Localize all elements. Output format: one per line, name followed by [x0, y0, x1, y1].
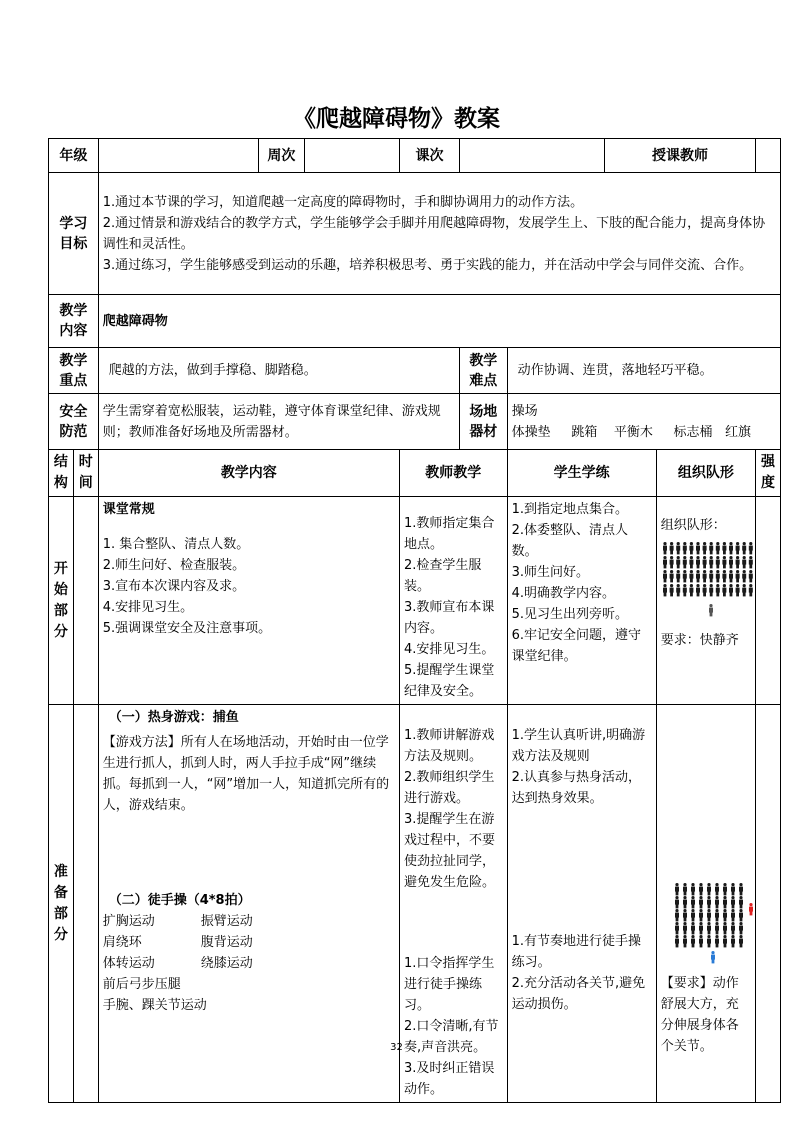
- student-figure-icon: [683, 883, 687, 895]
- start-content: [98, 497, 399, 705]
- prep-section-label: 准备部分: [49, 705, 74, 1103]
- game-teacher-item: 1.教师讲解游戏方法及规则。: [403, 728, 495, 764]
- col-structure: 结构: [49, 450, 74, 497]
- start-section-label: 开始部分: [49, 497, 74, 705]
- student-figure-icon: [707, 909, 711, 921]
- venue: 操场: [511, 403, 538, 419]
- exercise-item: 绕膝运动: [200, 956, 253, 971]
- student-figure-icon: [663, 570, 667, 582]
- student-figure-icon: [723, 896, 727, 908]
- keypoint-value: 爬越的方法，做到手撑稳、脚踏稳。: [98, 348, 459, 394]
- student-figure-icon: [675, 935, 679, 947]
- formation-diagram: [661, 540, 756, 626]
- teacher-figure-icon: [749, 903, 753, 915]
- exercise-student-item: 2.充分活动各关节,避免运动损伤。: [511, 976, 646, 1012]
- student-figure-icon: [742, 584, 746, 596]
- difficulty-value: 动作协调、连贯，落地轻巧平稳。: [507, 348, 780, 394]
- student-figure-icon: [735, 584, 739, 596]
- student-figure-icon: [723, 883, 727, 895]
- teacher-label: 授课教师: [604, 139, 755, 173]
- student-figure-icon: [699, 896, 703, 908]
- student-figure-icon: [663, 584, 667, 596]
- student-figure-icon: [715, 922, 719, 934]
- student-figure-icon: [731, 909, 735, 921]
- equipment-item: 体操垫: [511, 424, 551, 440]
- student-figure-icon: [683, 556, 687, 568]
- exercise-student-item: 1.有节奏地进行徒手操练习。: [511, 934, 642, 970]
- student-figure-icon: [735, 570, 739, 582]
- content-value: 爬越障碍物: [98, 295, 780, 348]
- student-figure-icon: [731, 883, 735, 895]
- student-figure-icon: [731, 896, 735, 908]
- student-figure-icon: [691, 935, 695, 947]
- student-figure-icon: [749, 556, 753, 568]
- student-figure-icon: [699, 883, 703, 895]
- start-student-item: 3.师生问好。: [511, 565, 590, 580]
- student-figure-icon: [683, 542, 687, 554]
- student-figure-icon: [722, 556, 726, 568]
- prep-requirement: 【要求】动作舒展大方，充分伸展身体各个关节。: [660, 976, 739, 1054]
- game-method: 【游戏方法】所有人在场地活动，开始时由一位学生进行抓人，抓到人时，两人手拉手成“网”继续抓。每抓到一人，“网”增加一人，知道抓完所有的人，游戏结束。: [102, 735, 390, 813]
- equipment-item: 平衡木: [613, 424, 653, 440]
- student-figure-icon: [699, 922, 703, 934]
- student-figure-icon: [691, 922, 695, 934]
- student-figure-icon: [689, 542, 693, 554]
- student-figure-icon: [742, 542, 746, 554]
- student-figure-icon: [696, 556, 700, 568]
- student-figure-icon: [716, 570, 720, 582]
- student-figure-icon: [722, 542, 726, 554]
- game-student-item: 2.认真参与热身活动，达到热身效果。: [511, 770, 642, 806]
- student-figure-icon: [742, 556, 746, 568]
- student-figure-icon: [722, 584, 726, 596]
- student-figure-icon: [676, 542, 680, 554]
- student-figure-icon: [707, 883, 711, 895]
- start-teacher-item: 5.提醒学生课堂纪律及安全。: [403, 663, 495, 699]
- student-figure-icon: [707, 896, 711, 908]
- student-figure-icon: [683, 570, 687, 582]
- page-number: 32: [390, 1042, 403, 1053]
- exercise-title: （二）徒手操（4*8拍）: [108, 893, 251, 908]
- student-figure-icon: [742, 570, 746, 582]
- student-figure-icon: [715, 935, 719, 947]
- col-formation: 组织队形: [656, 450, 755, 497]
- game-teacher-item: 2.教师组织学生进行游戏。: [403, 770, 495, 806]
- start-teacher-item: 4.安排见习生。: [403, 642, 495, 657]
- student-figure-icon: [675, 922, 679, 934]
- week-value[interactable]: [304, 139, 399, 173]
- student-figure-icon: [702, 542, 706, 554]
- lesson-value[interactable]: [460, 139, 605, 173]
- start-student-item: 6.牢记安全问题，遵守课堂纪律。: [511, 628, 642, 664]
- student-figure-icon: [663, 556, 667, 568]
- student-figure-icon: [675, 896, 679, 908]
- student-figure-icon: [702, 584, 706, 596]
- student-figure-icon: [739, 935, 743, 947]
- student-figure-icon: [689, 556, 693, 568]
- student-figure-icon: [729, 570, 733, 582]
- equipment-value: [507, 394, 780, 450]
- start-content-item: 5.强调课堂安全及注意事项。: [102, 621, 272, 636]
- formation-requirement: 要求：快静齐: [660, 633, 739, 648]
- student-figure-icon: [683, 584, 687, 596]
- safety-label: 安全防范: [49, 394, 99, 450]
- student-figure-icon: [699, 935, 703, 947]
- teacher-value[interactable]: [756, 139, 781, 173]
- student-figure-icon: [691, 909, 695, 921]
- student-figure-icon: [709, 584, 713, 596]
- student-figure-icon: [739, 922, 743, 934]
- exercise-item: 扩胸运动: [102, 914, 155, 929]
- student-figure-icon: [729, 584, 733, 596]
- grade-label: 年级: [49, 139, 99, 173]
- student-figure-icon: [716, 556, 720, 568]
- equipment-item: 标志桶: [673, 424, 713, 440]
- student-figure-icon: [739, 909, 743, 921]
- student-figure-icon: [702, 570, 706, 582]
- student-figure-icon: [735, 542, 739, 554]
- student-figure-icon: [731, 922, 735, 934]
- student-figure-icon: [723, 935, 727, 947]
- start-content-item: 1. 集合整队、清点人数。: [102, 537, 250, 552]
- keypoint-label: 教学重点: [49, 348, 99, 394]
- col-intensity: 强度: [756, 450, 781, 497]
- student-figure-icon: [716, 542, 720, 554]
- col-teacher: 教师教学: [399, 450, 507, 497]
- student-figure-icon: [715, 883, 719, 895]
- objectives-label: 学习目标: [49, 173, 99, 295]
- student-figure-icon: [669, 556, 673, 568]
- student-figure-icon: [707, 935, 711, 947]
- student-figure-icon: [707, 922, 711, 934]
- student-figure-icon: [723, 922, 727, 934]
- objectives-text: [98, 173, 780, 295]
- page-title: 《爬越障碍物》教案: [293, 105, 500, 132]
- student-figure-icon: [689, 584, 693, 596]
- student-figure-icon: [696, 542, 700, 554]
- start-intensity: [756, 497, 781, 705]
- student-figure-icon: [735, 556, 739, 568]
- objective-3: 3.通过练习，学生能够感受到运动的乐趣，培养积极思考、勇于实践的能力，并在活动中学会与同伴交流、合作。: [102, 257, 753, 273]
- start-content-title: 课堂常规: [102, 502, 155, 517]
- student-figure-icon: [709, 570, 713, 582]
- exercise-teacher-item: 3.及时纠正错误动作。: [403, 1061, 495, 1097]
- exercise-list: [103, 911, 395, 974]
- formation-diagram: [661, 879, 756, 969]
- start-teacher-item: 2.检查学生服装。: [403, 558, 482, 594]
- col-content: 教学内容: [98, 450, 399, 497]
- student-figure-icon: [663, 542, 667, 554]
- start-student-item: 5.见习生出列旁听。: [511, 607, 629, 622]
- safety-value: 学生需穿着宽松服装，运动鞋，遵守体育课堂纪律、游戏规则；教师准备好场地及所需器材。: [98, 394, 459, 450]
- student-figure-icon: [723, 909, 727, 921]
- exercise-item: 手腕、踝关节运动: [102, 998, 207, 1013]
- student-figure-icon: [691, 896, 695, 908]
- start-content-item: 3.宣布本次课内容及求。: [102, 579, 246, 594]
- start-teacher-item: 1.教师指定集合地点。: [403, 516, 495, 552]
- student-figure-icon: [696, 570, 700, 582]
- teacher-figure-icon: [711, 951, 715, 963]
- start-student: [507, 497, 656, 705]
- difficulty-label: 教学难点: [460, 348, 508, 394]
- start-content-item: 4.安排见习生。: [102, 600, 194, 615]
- student-figure-icon: [676, 584, 680, 596]
- game-teacher-item: 3.提醒学生在游戏过程中，不要使劲拉扯同学，避免发生危险。: [403, 812, 495, 890]
- student-figure-icon: [715, 909, 719, 921]
- student-figure-icon: [689, 570, 693, 582]
- start-teacher-item: 3.教师宣布本课内容。: [403, 600, 495, 636]
- start-student-item: 2.体委整队、清点人数。: [511, 523, 629, 559]
- lesson-plan-table: [48, 138, 781, 1103]
- equipment-list: [512, 422, 776, 443]
- student-figure-icon: [709, 542, 713, 554]
- week-label: 周次: [259, 139, 305, 173]
- exercise-teacher-item: 2.口令清晰,有节奏,声音洪亮。: [403, 1019, 499, 1055]
- game-student-item: 1.学生认真听讲,明确游戏方法及规则: [511, 728, 646, 764]
- student-figure-icon: [683, 935, 687, 947]
- exercise-item: 前后弓步压腿: [102, 977, 181, 992]
- game-title: （一）热身游戏：捕鱼: [108, 710, 239, 725]
- student-figure-icon: [669, 542, 673, 554]
- student-figure-icon: [716, 584, 720, 596]
- student-figure-icon: [691, 883, 695, 895]
- col-student: 学生学练: [507, 450, 656, 497]
- student-figure-icon: [676, 570, 680, 582]
- grade-value[interactable]: [98, 139, 258, 173]
- student-figure-icon: [702, 556, 706, 568]
- start-time: [73, 497, 98, 705]
- student-figure-icon: [749, 584, 753, 596]
- student-figure-icon: [749, 542, 753, 554]
- student-figure-icon: [729, 542, 733, 554]
- student-figure-icon: [683, 896, 687, 908]
- exercise-item: 腹背运动: [200, 935, 253, 950]
- student-figure-icon: [696, 584, 700, 596]
- col-time: 时间: [73, 450, 98, 497]
- start-student-item: 4.明确教学内容。: [511, 586, 616, 601]
- student-figure-icon: [729, 556, 733, 568]
- content-label: 教学内容: [49, 295, 99, 348]
- equipment-label: 场地器材: [460, 394, 508, 450]
- teacher-figure-icon: [709, 604, 713, 616]
- student-figure-icon: [675, 909, 679, 921]
- objective-2: 2.通过情景和游戏结合的教学方式，学生能够学会手脚并用爬越障碍物，发展学生上、下肢的配合能力，提高身体协调性和灵活性。: [102, 215, 766, 252]
- student-figure-icon: [669, 584, 673, 596]
- student-figure-icon: [739, 896, 743, 908]
- objective-1: 1.通过本节课的学习，知道爬越一定高度的障碍物时，手和脚协调用力的动作方法。: [102, 194, 584, 210]
- exercise-item: 体转运动: [102, 956, 155, 971]
- start-content-item: 2.师生问好、检查服装。: [102, 558, 246, 573]
- student-figure-icon: [683, 922, 687, 934]
- student-figure-icon: [722, 570, 726, 582]
- exercise-item: 振臂运动: [200, 914, 253, 929]
- lesson-label: 课次: [399, 139, 459, 173]
- student-figure-icon: [676, 556, 680, 568]
- student-figure-icon: [699, 909, 703, 921]
- start-student-item: 1.到指定地点集合。: [511, 502, 629, 517]
- equipment-item: 跳箱: [571, 424, 598, 440]
- student-figure-icon: [683, 909, 687, 921]
- student-figure-icon: [739, 883, 743, 895]
- exercise-teacher-item: 1.口令指挥学生进行徒手操练习。: [403, 956, 495, 1013]
- start-formation: [656, 497, 755, 705]
- student-figure-icon: [669, 570, 673, 582]
- exercise-item: 肩绕环: [102, 935, 142, 950]
- student-figure-icon: [749, 570, 753, 582]
- start-teacher: [399, 497, 507, 705]
- equipment-item: 红旗: [724, 424, 751, 440]
- student-figure-icon: [731, 935, 735, 947]
- student-figure-icon: [709, 556, 713, 568]
- student-figure-icon: [675, 883, 679, 895]
- formation-label: 组织队形：: [660, 518, 726, 533]
- student-figure-icon: [715, 896, 719, 908]
